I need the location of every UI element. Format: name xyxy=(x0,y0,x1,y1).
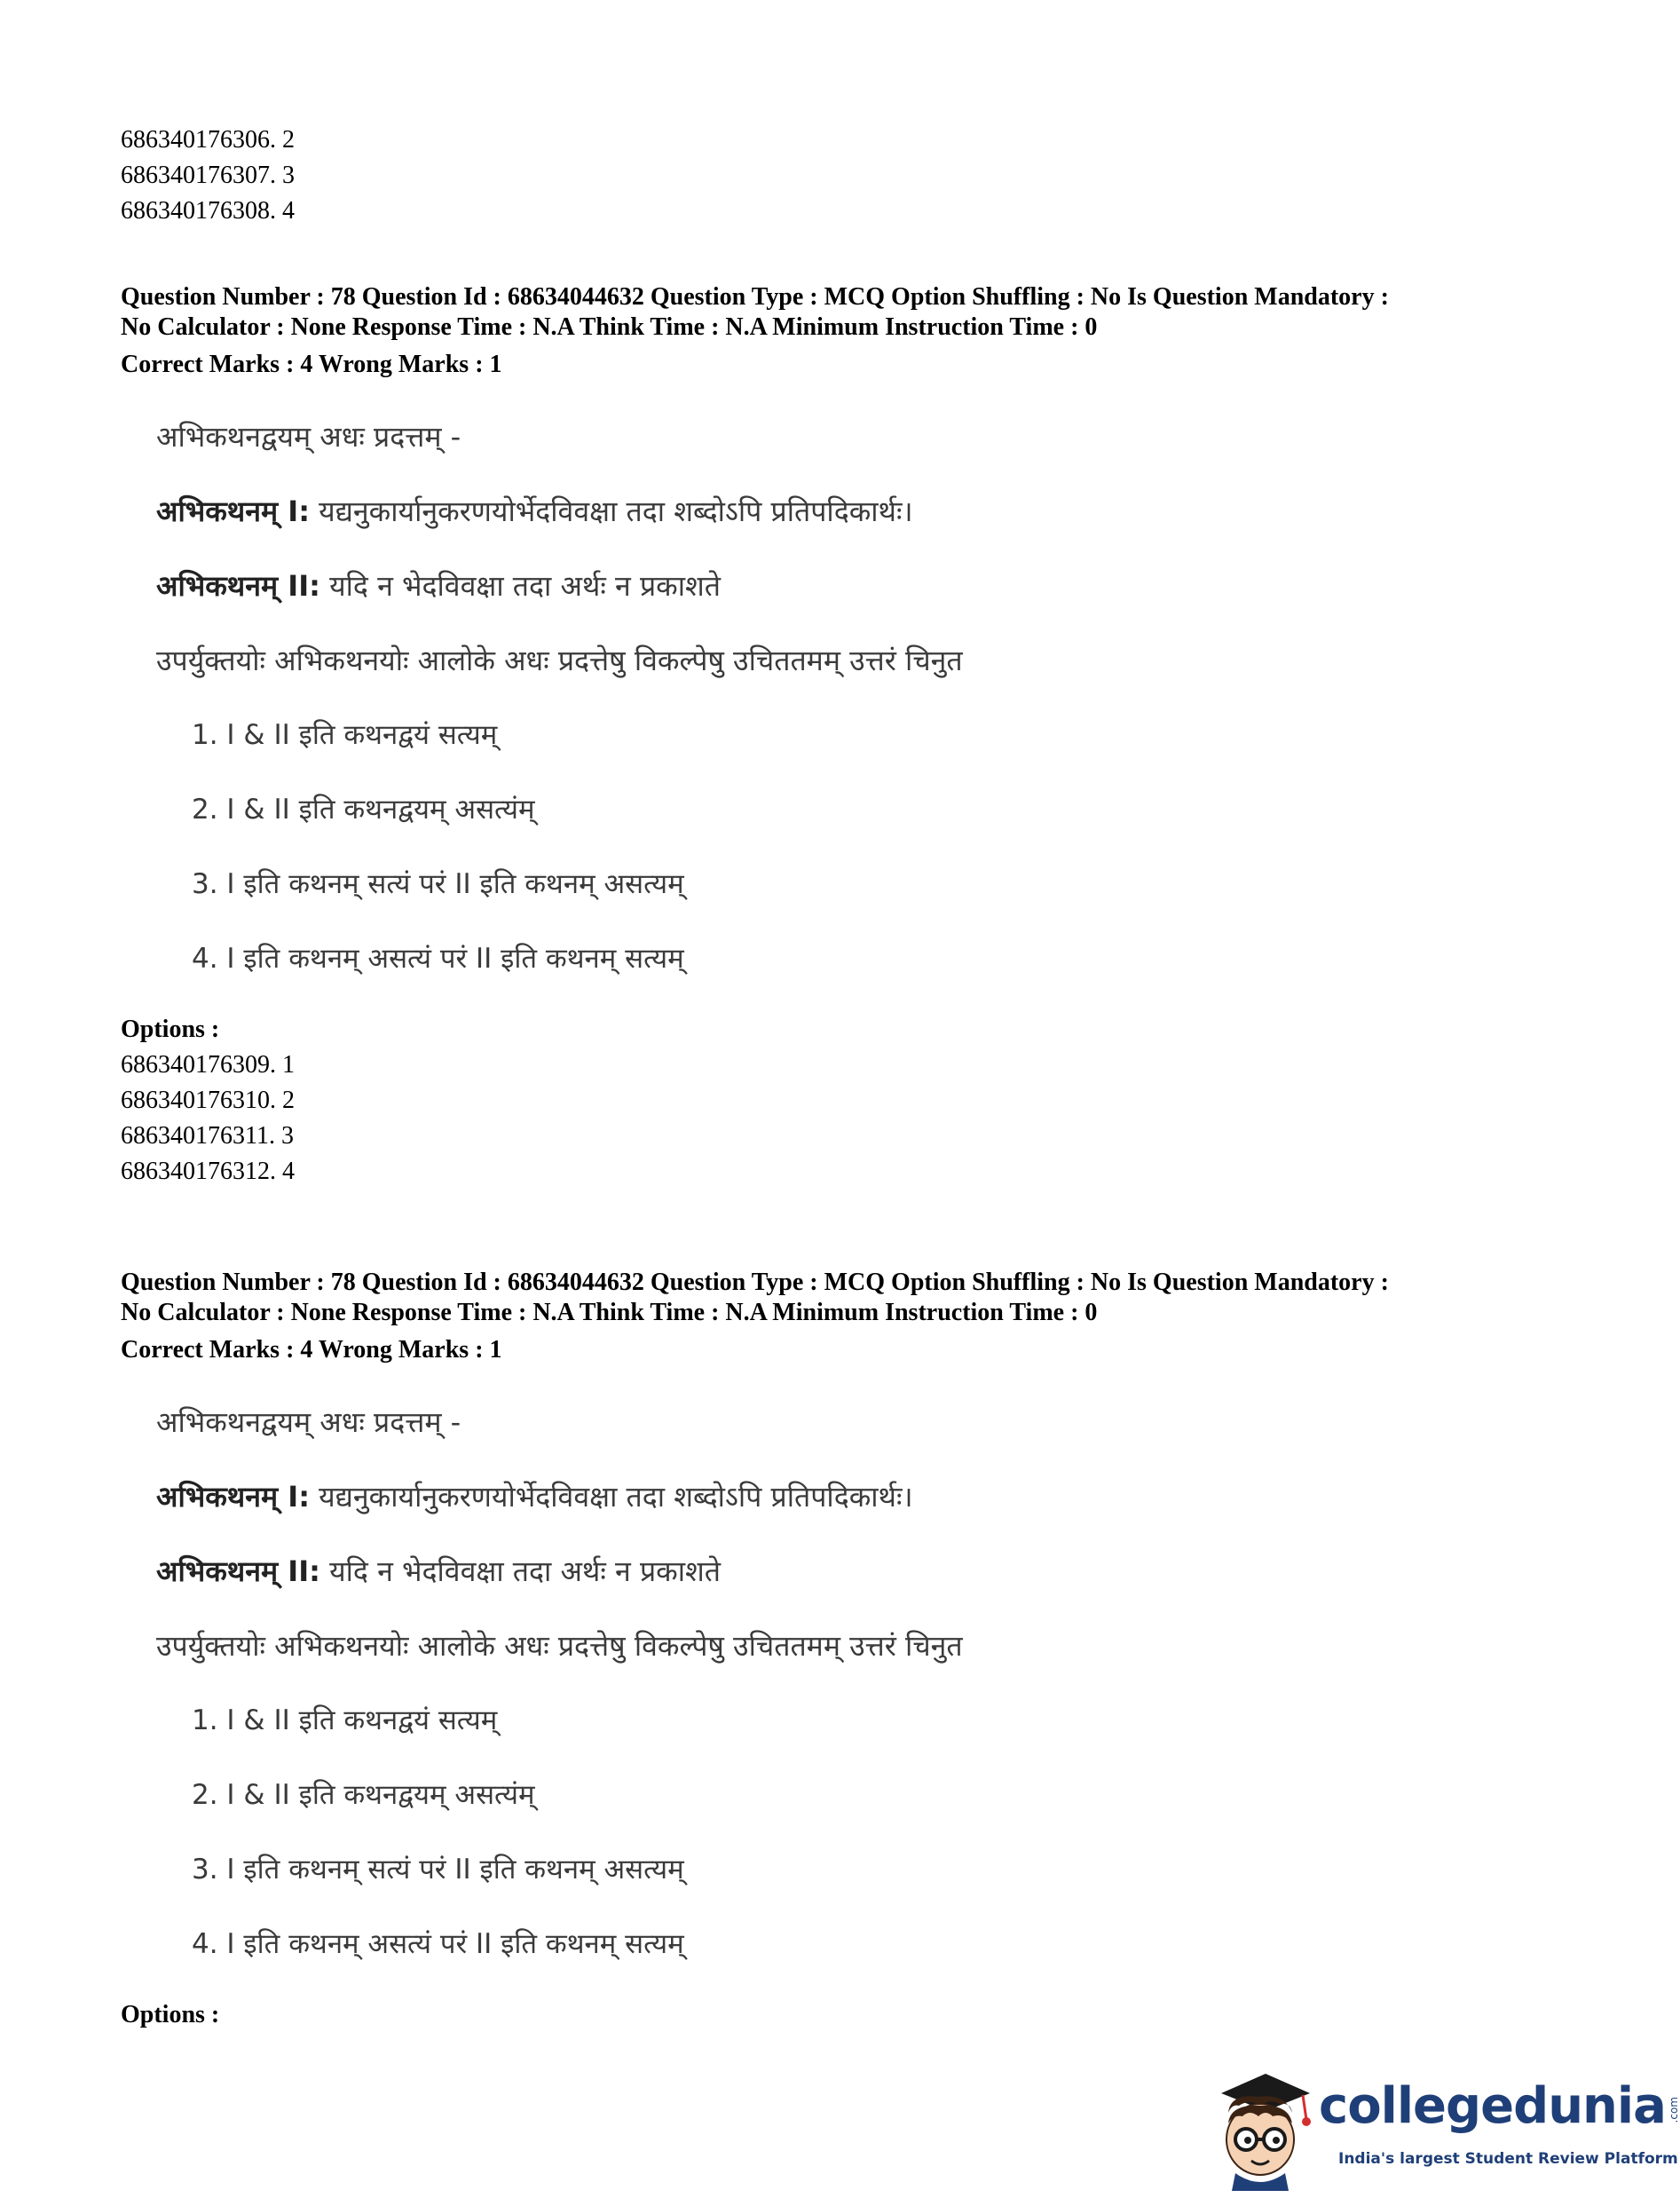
question-meta-line-2: No Calculator : None Response Time : N.A Think Time : N.A Minimum Instruction Time : 0 xyxy=(121,313,1098,341)
statement-2-label: अभिकथनम् II: xyxy=(156,1554,320,1588)
statement-1-label: अभिकथनम् I: xyxy=(156,1480,310,1514)
option-line: 686340176307. 3 xyxy=(121,162,295,189)
statement-1-label: अभिकथनम् I: xyxy=(156,494,310,528)
question-intro: अभिकथनद्वयम् अधः प्रदत्तम् - xyxy=(156,1405,461,1439)
question-intro: अभिकथनद्वयम् अधः प्रदत्तम् - xyxy=(156,420,461,454)
question-marks: Correct Marks : 4 Wrong Marks : 1 xyxy=(121,351,502,378)
answer-choice: 1. I & II इति कथनद्वयं सत्यम् xyxy=(192,1704,498,1736)
statement-1 xyxy=(121,474,1523,549)
question-body xyxy=(121,399,1523,996)
answer-choice: 3. I इति कथनम् सत्यं परं II इति कथनम् असत्यम् xyxy=(192,868,684,900)
brand-name xyxy=(1319,2077,1680,2135)
option-line: 686340176312. 4 xyxy=(121,1158,295,1185)
answer-choice: 2. I & II इति कथनद्वयम् असत्यंम् xyxy=(192,1779,535,1811)
previous-options xyxy=(121,123,295,229)
question-block-2 xyxy=(121,1268,1523,2033)
answer-choice: 3. I इति कथनम् सत्यं परं II इति कथनम् असत्यम् xyxy=(192,1854,684,1886)
answer-choice: 4. I इति कथनम् असत्यं परं II इति कथनम् सत्यम् xyxy=(192,943,684,975)
option-line: 686340176308. 4 xyxy=(121,197,295,225)
options-label: Options : xyxy=(121,1016,220,1043)
option-line: 686340176311. 3 xyxy=(121,1122,294,1150)
collegedunia-logo xyxy=(1203,2058,1680,2191)
statement-1-text: यद्यनुकार्यानुकरणयोर्भेदविवक्षा तदा शब्दोऽपि प्रतिपदिकार्थः। xyxy=(310,494,913,528)
answer-choice: 4. I इति कथनम् असत्यं परं II इति कथनम् सत्यम् xyxy=(192,1928,684,1960)
statement-1-text: यद्यनुकार्यानुकरणयोर्भेदविवक्षा तदा शब्दोऽपि प्रतिपदिकार्थः। xyxy=(310,1480,913,1514)
brand-text: collegedunia xyxy=(1319,2077,1666,2135)
answer-choice: 2. I & II इति कथनद्वयम् असत्यंम् xyxy=(192,794,535,826)
option-line: 686340176306. 2 xyxy=(121,126,295,154)
statement-2-text: यदि न भेदविवक्षा तदा अर्थः न प्रकाशते xyxy=(319,569,722,603)
answer-choice: 1. I & II इति कथनद्वयं सत्यम् xyxy=(192,719,498,751)
question-marks: Correct Marks : 4 Wrong Marks : 1 xyxy=(121,1336,502,1364)
options-label: Options : xyxy=(121,2001,220,2028)
option-line: 686340176309. 1 xyxy=(121,1051,295,1079)
question-meta-line-1: Question Number : 78 Question Id : 68634044632 Question Type : MCQ Option Shuffling : No Is Question Mandatory : xyxy=(121,1269,1389,1296)
question-prompt: उपर्युक्तयोः अभिकथनयोः आलोके अधः प्रदत्तेषु विकल्पेषु उचिततमम् उत्तरं चिनुत xyxy=(156,1629,963,1663)
brand-domain: .com xyxy=(1667,2096,1680,2123)
question-block-1 xyxy=(121,282,1523,1190)
statement-2-label: अभिकथनम् II: xyxy=(156,569,320,603)
mascot-icon xyxy=(1203,2058,1319,2191)
statement-2-text: यदि न भेदविवक्षा तदा अर्थः न प्रकाशते xyxy=(319,1554,722,1588)
question-body xyxy=(121,1385,1523,1981)
question-meta-line-1: Question Number : 78 Question Id : 68634044632 Question Type : MCQ Option Shuffling : No Is Question Mandatory : xyxy=(121,283,1389,311)
question-meta-line-2: No Calculator : None Response Time : N.A Think Time : N.A Minimum Instruction Time : 0 xyxy=(121,1299,1098,1326)
statement-2 xyxy=(121,549,1523,623)
option-line: 686340176310. 2 xyxy=(121,1087,295,1114)
statement-1 xyxy=(121,1459,1523,1534)
question-prompt: उपर्युक्तयोः अभिकथनयोः आलोके अधः प्रदत्तेषु विकल्पेषु उचिततमम् उत्तरं चिनुत xyxy=(156,644,963,677)
statement-2 xyxy=(121,1534,1523,1609)
brand-tagline: India's largest Student Review Platform xyxy=(1338,2150,1678,2168)
